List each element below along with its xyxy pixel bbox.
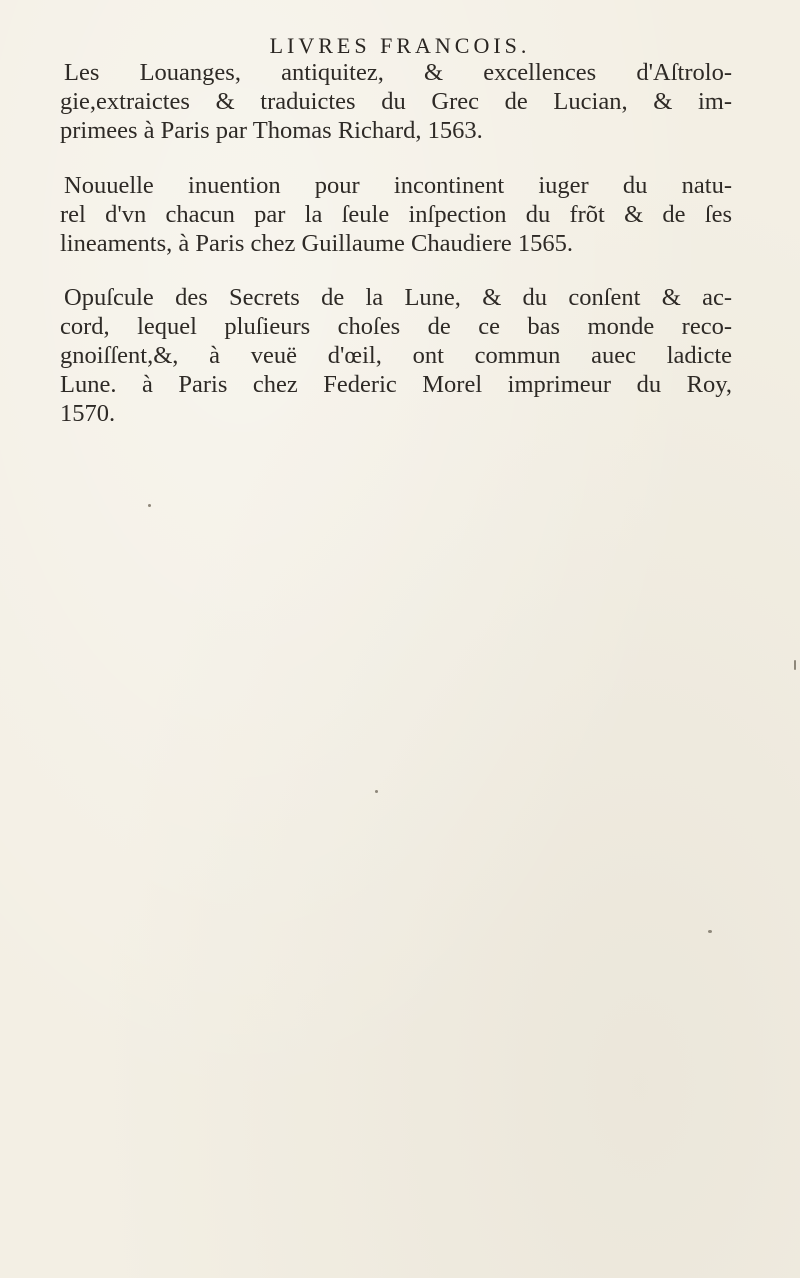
paper-speck bbox=[794, 660, 796, 670]
entry-line: cord, lequel pluſieurs choſes de ce bas monde reco- bbox=[60, 313, 732, 340]
catalog-entry-physiognomy bbox=[60, 171, 732, 258]
catalog-entry-lucian bbox=[60, 58, 732, 145]
catalog-entry-moon-secrets bbox=[60, 283, 732, 428]
entry-line: gie,extraictes & traduictes du Grec de Lucian, & im- bbox=[60, 88, 732, 115]
entry-line: 1570. bbox=[60, 400, 116, 427]
entry-line: Lune. à Paris chez Federic Morel imprimeur du Roy, bbox=[60, 371, 732, 398]
paper-speck bbox=[708, 930, 712, 933]
entry-line: gnoiſſent,&, à veuë d'œil, ont commun auec ladicte bbox=[60, 342, 732, 369]
entry-line: Opuſcule des Secrets de la Lune, & du conſent & ac- bbox=[64, 284, 732, 311]
entry-line: Les Louanges, antiquitez, & excellences d'Aſtrolo- bbox=[64, 59, 732, 86]
paper-speck bbox=[375, 790, 378, 793]
running-head: LIVRES FRANCOIS. bbox=[269, 33, 531, 58]
entry-line: lineaments, à Paris chez Guillaume Chaudiere 1565. bbox=[60, 230, 573, 257]
entry-line: Nouuelle inuention pour incontinent iuger du natu- bbox=[64, 172, 732, 199]
entry-line: rel d'vn chacun par la ſeule inſpection du frõt & de ſes bbox=[60, 201, 732, 228]
paper-speck bbox=[148, 504, 151, 507]
entry-line: primees à Paris par Thomas Richard, 1563. bbox=[60, 117, 483, 144]
